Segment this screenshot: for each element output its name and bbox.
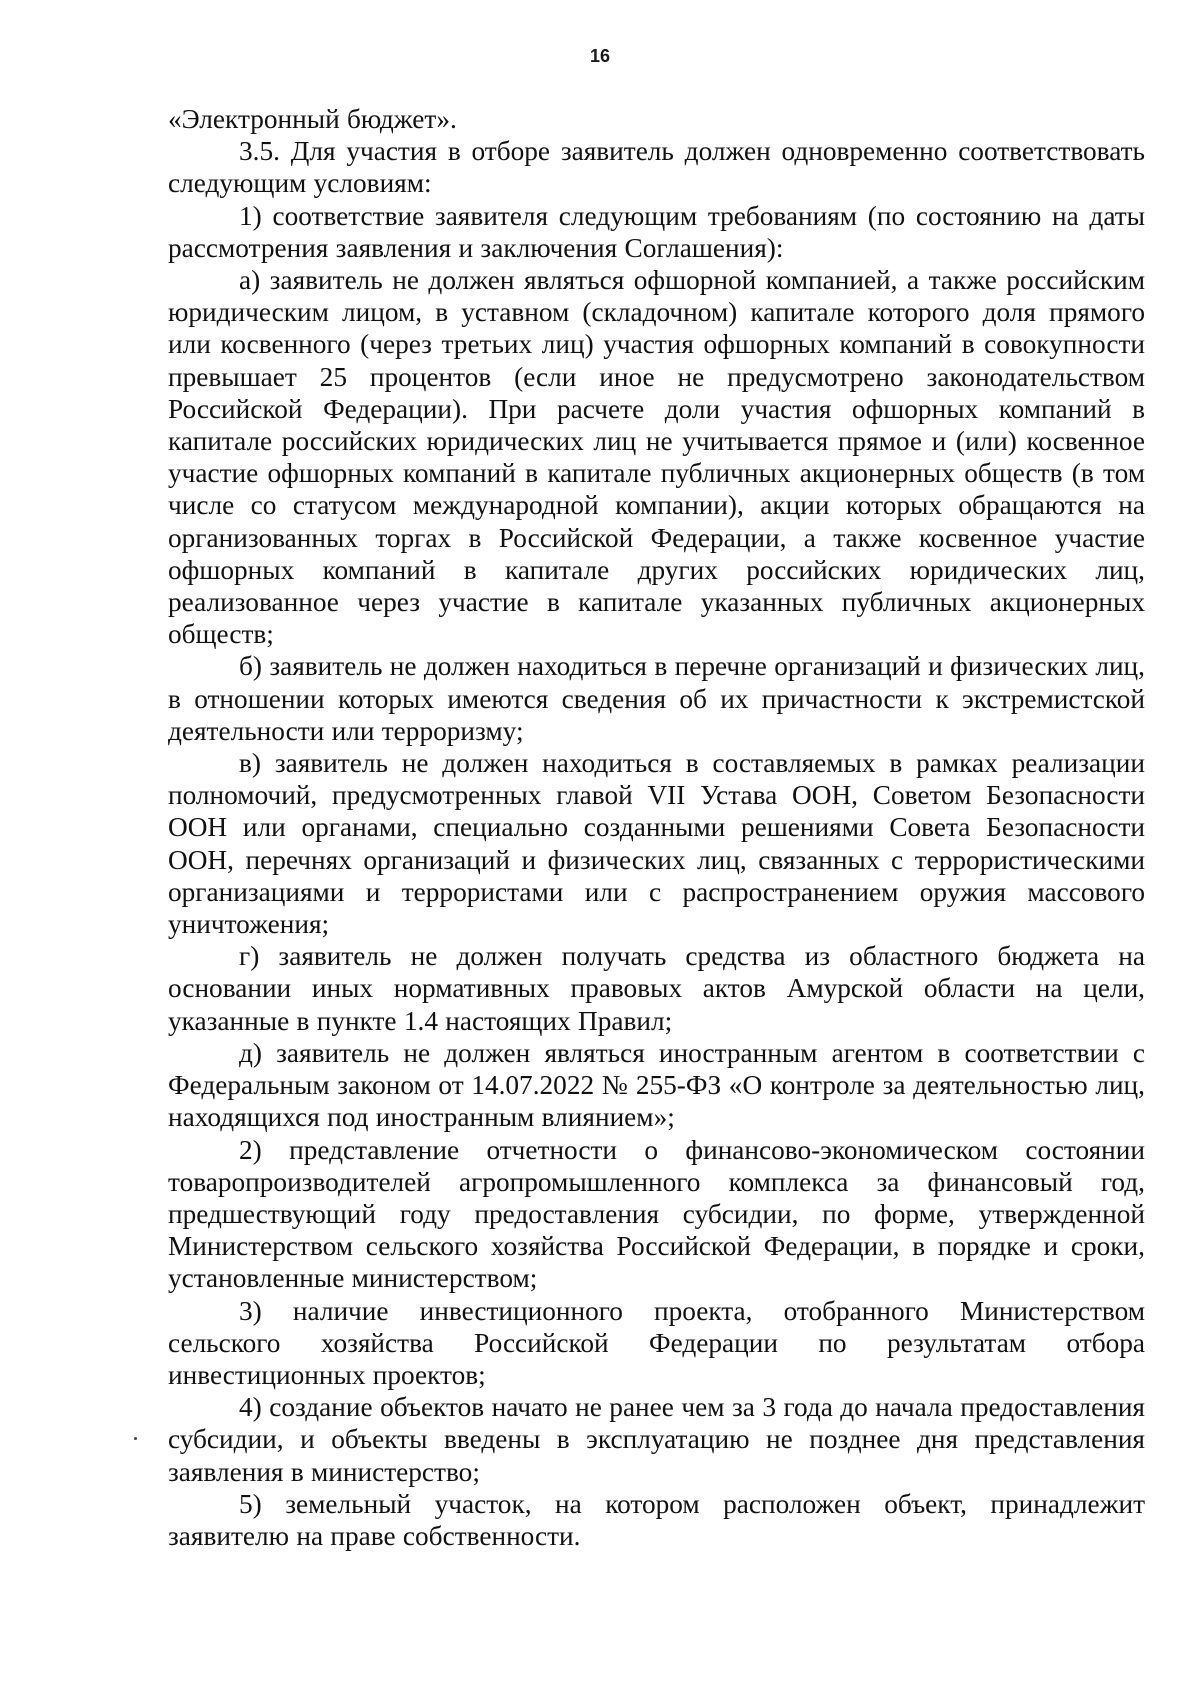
paragraph-condition-2: 2) представление отчетности о финансово-экономическом состоянии товаропроизводителей агропромышленного комплекса за финансовый год, предшествующий году предоставления субсидии, по форме, утвержденной Министерством сельского хозяйства Российской Федерации, в порядке и сроки, установленные министерством; [168, 1134, 1145, 1294]
paragraph-requirement-g: г) заявитель не должен получать средства из областного бюджета на основании иных нормативных правовых актов Амурской области на цели, указанные в пункте 1.4 настоящих Правил; [168, 941, 1145, 1036]
paragraph-requirement-b: б) заявитель не должен находиться в перечне организаций и физических лиц, в отношении которых имеются сведения об их причастности к экстремистской деятельности или терроризму; [168, 651, 1145, 746]
paragraph-requirement-a: а) заявитель не должен являться офшорной компанией, а также российским юридическим лицом, в уставном (складочном) капитале которого доля прямого или косвенного (через третьих лиц) участия офшорных компаний в совокупности превышает 25 процентов (если иное не предусмотрено законодательством Российской Федерации). При расчете доли участия офшорных компаний в капитале российских юридических лиц не учитывается прямое и (или) косвенное участие офшорных компаний в капитале публичных акционерных обществ (в том числе со статусом международной компании), акции которых обращаются на организованных торгах в Российской Федерации, а также косвенное участие офшорных компаний в капитале других российских юридических лиц, реализованное через участие в капитале указанных публичных акционерных обществ; [168, 265, 1145, 650]
paragraph-3-5: 3.5. Для участия в отборе заявитель должен одновременно соответствовать следующим условиям: [168, 136, 1145, 199]
document-body [168, 103, 1145, 1552]
paragraph-requirement-v: в) заявитель не должен находиться в составляемых в рамках реализации полномочий, предусмотренных главой VII Устава ООН, Советом Безопасности ООН или органами, специально созданными решениями Совета Безопасности ООН, перечнях организаций и физических лиц, связанных с террористическими организациями и террористами или с распространением оружия массового уничтожения; [168, 748, 1145, 940]
paragraph-condition-5: 5) земельный участок, на котором расположен объект, принадлежит заявителю на праве собственности. [168, 1488, 1145, 1551]
paragraph-condition-4: 4) создание объектов начато не ранее чем за 3 года до начала предоставления субсидии, и объекты введены в эксплуатацию не позднее дня представления заявления в министерство; [168, 1392, 1145, 1487]
paragraph-electronic-budget: «Электронный бюджет». [168, 104, 457, 134]
paragraph-requirement-d: д) заявитель не должен являться иностранным агентом в соответствии с Федеральным законом от 14.07.2022 № 255-ФЗ «О контроле за деятельностью лиц, находящихся под иностранным влиянием»; [168, 1037, 1145, 1133]
paragraph-condition-1: 1) соответствие заявителя следующим требованиям (по состоянию на даты рассмотрения заявления и заключения Соглашения): [168, 200, 1145, 263]
page-number: 16 [589, 46, 611, 66]
paragraph-condition-3: 3) наличие инвестиционного проекта, отобранного Министерством сельского хозяйства Российской Федерации по результатам отбора инвестиционных проектов; [168, 1295, 1145, 1390]
scan-artifact-dot [134, 1437, 137, 1440]
